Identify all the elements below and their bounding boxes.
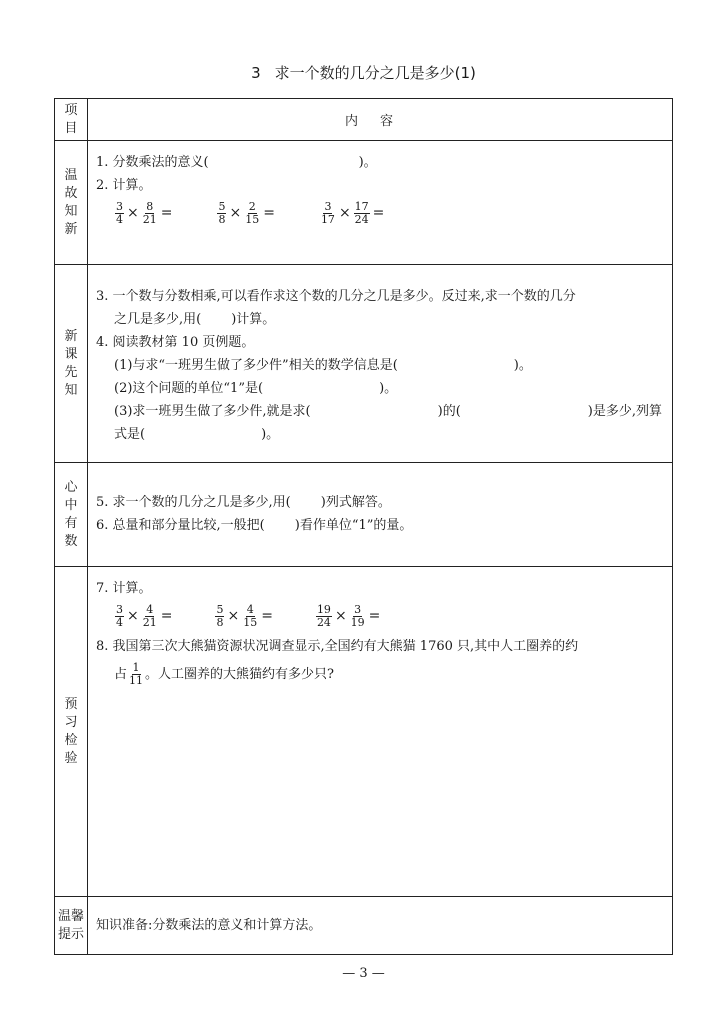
question-4-sub-3-line-2: 式是( )。: [114, 427, 280, 442]
question-8: 8. 我国第三次大熊猫资源状况调查显示,全国约有大熊猫 1760 只,其中人工圈养的约: [96, 639, 579, 654]
question-3-line-2: 之几是多少,用( )计算。: [114, 312, 276, 327]
tip-text: 知识准备:分数乘法的意义和计算方法。: [96, 918, 322, 933]
section-label: 预习检验: [64, 696, 78, 766]
question-4: 4. 阅读教材第 10 页例题。: [96, 335, 255, 350]
page-number: — 3 —: [342, 966, 385, 981]
section-label: 温馨提示: [57, 908, 84, 942]
equals-sign: =: [261, 608, 273, 624]
section-label-cell: [55, 463, 88, 567]
question-4-sub-3: (3)求一班男生做了多少件,就是求( )的( )是多少,列算: [96, 400, 662, 423]
question-2: 2. 计算。: [96, 178, 152, 193]
equals-sign: =: [160, 608, 173, 624]
times-sign: ×: [229, 205, 242, 221]
times-sign: ×: [127, 608, 139, 624]
q2-expressions: [96, 201, 662, 226]
question-1: 1. 分数乘法的意义( )。: [96, 155, 377, 170]
section-preview: [55, 265, 673, 463]
question-4-sub-2: (2)这个问题的单位“1”是( )。: [114, 381, 398, 396]
question-5: 5. 求一个数的几分之几是多少,用( )列式解答。: [96, 495, 391, 510]
fraction: $\frac{3}{17}$: [320, 200, 335, 226]
fraction: $\frac{4}{15}$: [243, 603, 258, 629]
section-label: 温故知新: [64, 167, 78, 237]
times-sign: ×: [227, 608, 240, 624]
fraction: $\frac{3}{4}$: [116, 200, 123, 226]
section-content: [88, 265, 673, 463]
times-sign: ×: [127, 205, 139, 221]
section-content: [88, 463, 673, 567]
section-label-cell: [55, 141, 88, 265]
equals-sign: =: [368, 608, 381, 624]
lesson-title: 求一个数的几分之几是多少(1): [274, 64, 476, 82]
times-sign: ×: [334, 608, 347, 624]
fraction: $\frac{4}{21}$: [142, 603, 157, 629]
question-8-line-2: 占 $\frac{1}{11}$ 。人工圈养的大熊猫约有多少只?: [114, 661, 334, 687]
section-label: 新课先知: [64, 328, 78, 398]
lesson-number: 3: [251, 64, 261, 82]
section-label-cell: [55, 567, 88, 897]
header-item: 项目: [64, 102, 78, 136]
section-label-cell: [55, 265, 88, 463]
q7-expr-2: [214, 604, 274, 629]
fraction: $\frac{5}{8}$: [216, 603, 224, 629]
page-title: [0, 62, 727, 83]
q2-expr-3: [319, 201, 386, 226]
section-check: [55, 567, 673, 897]
question-7: 7. 计算。: [96, 581, 152, 596]
worksheet-table: [54, 98, 673, 955]
fraction: $\frac{5}{8}$: [218, 200, 226, 226]
section-content: [88, 141, 673, 265]
question-4-sub-1: (1)与求“一班男生做了多少件”相关的数学信息是( )。: [114, 358, 532, 373]
section-review: [55, 141, 673, 265]
answer-blank[interactable]: [349, 400, 399, 423]
fraction: $\frac{17}{24}$: [354, 200, 369, 226]
q2-expr-1: [114, 201, 174, 226]
question-3: 3. 一个数与分数相乘,可以看作求这个数的几分之几是多少。反过来,求一个数的几分: [96, 289, 576, 304]
equals-sign: =: [372, 205, 385, 221]
section-summary: [55, 463, 673, 567]
fraction: $\frac{3}{19}$: [350, 603, 365, 629]
times-sign: ×: [338, 205, 351, 221]
section-tip: [55, 897, 673, 955]
answer-blank[interactable]: [499, 400, 549, 423]
q7-expr-1: [114, 604, 174, 629]
section-content: [88, 567, 673, 897]
header-item-cell: [55, 99, 88, 141]
header-row: [55, 99, 673, 141]
section-content: [88, 897, 673, 955]
question-6: 6. 总量和部分量比较,一般把( )看作单位“1”的量。: [96, 518, 413, 533]
q2-expr-2: [216, 201, 276, 226]
fraction: $\frac{2}{15}$: [245, 200, 260, 226]
equals-sign: =: [160, 205, 173, 221]
q7-expressions: [96, 604, 662, 629]
equals-sign: =: [263, 205, 275, 221]
header-content: 内容: [88, 99, 673, 141]
fraction: $\frac{1}{11}$: [129, 661, 144, 687]
section-label-cell: [55, 897, 88, 955]
fraction: $\frac{19}{24}$: [316, 603, 331, 629]
section-label: 心中有数: [64, 479, 78, 549]
fraction: $\frac{8}{21}$: [142, 200, 157, 226]
q7-expr-3: [315, 604, 382, 629]
fraction: $\frac{3}{4}$: [116, 603, 123, 629]
